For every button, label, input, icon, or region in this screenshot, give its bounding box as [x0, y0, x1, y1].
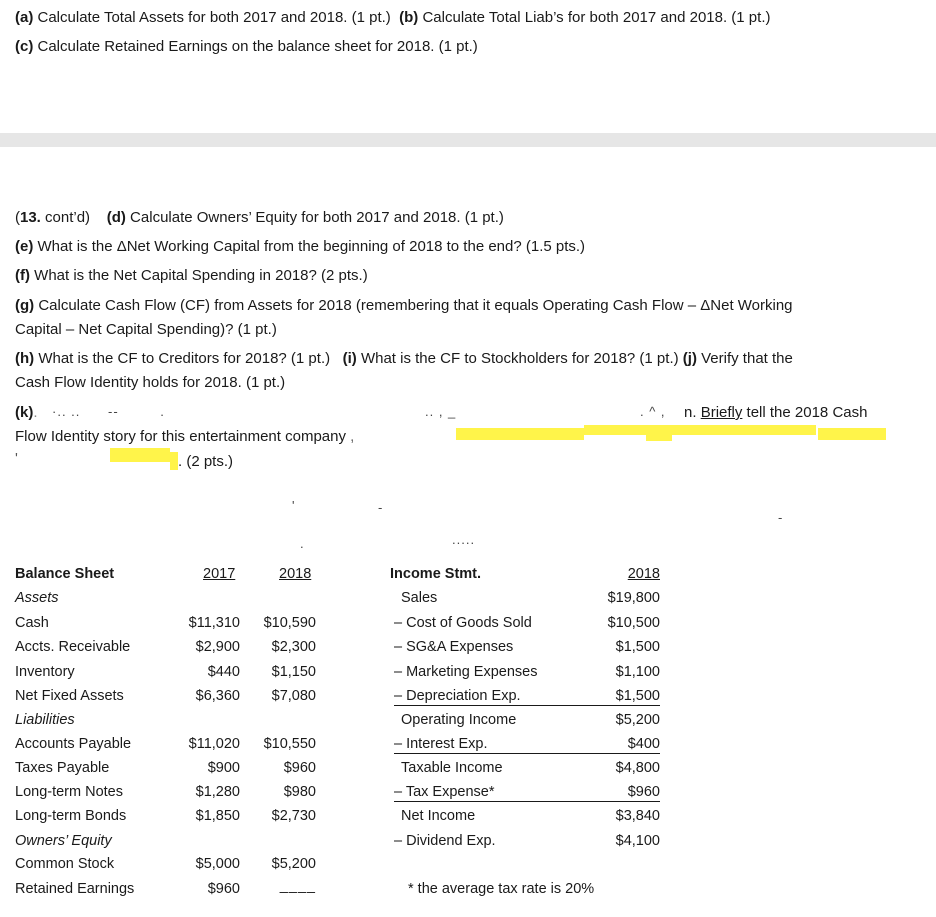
bs-receivable-2018: $2,300 — [271, 639, 316, 655]
is-label-operating-income: Operating Income — [401, 712, 517, 728]
question-e — [15, 238, 585, 255]
question-d-text: Calculate Owners’ Equity for both 2017 and 2018. (1 pt.) — [125, 209, 504, 226]
subtotal-rule — [394, 705, 660, 706]
balance-sheet-col-2017: 2017 — [203, 566, 236, 582]
bs-label-inventory: Inventory — [15, 664, 75, 680]
tax-rate-footnote: * the average tax rate is 20% — [408, 881, 595, 897]
bs-label-taxes-payable: Taxes Payable — [15, 760, 110, 776]
bs-fixed-assets-2017: $6,360 — [195, 688, 240, 704]
obscured-fragment: . — [300, 536, 305, 551]
is-label-tax-expense: – Tax Expense* — [394, 784, 495, 800]
question-g — [15, 297, 793, 314]
question-e-label: (e) — [15, 238, 34, 255]
obscured-fragment: ·.. .. -- . — [52, 404, 165, 419]
question-i-label: (i) — [342, 350, 357, 367]
bs-label-lt-notes: Long-term Notes — [15, 784, 123, 800]
question-h-i-j-line2: Cash Flow Identity holds for 2018. (1 pt.) — [15, 374, 286, 391]
bs-cash-2017: $11,310 — [188, 615, 240, 631]
highlight-mark — [646, 435, 672, 441]
bs-inventory-2018: $1,150 — [271, 664, 316, 680]
is-cogs-value: $10,500 — [607, 615, 660, 631]
obscured-fragment: ' — [15, 450, 18, 467]
liabilities-heading: Liabilities — [15, 712, 75, 728]
bs-lt-bonds-2017: $1,850 — [195, 808, 240, 824]
balance-sheet-title: Balance Sheet — [15, 566, 115, 582]
subtotal-rule — [394, 801, 660, 802]
page-break-divider — [0, 133, 936, 147]
question-f-label: (f) — [15, 267, 30, 284]
question-h-text: What is the CF to Creditors for 2018? (1 pt.) — [34, 350, 331, 367]
question-e-text: What is the ΔNet Working Capital from the beginning of 2018 to the end? (1.5 pts.) — [33, 238, 586, 255]
bs-lt-notes-2018: $980 — [283, 784, 316, 800]
question-13-label: 13. — [20, 209, 41, 226]
subtotal-rule — [394, 753, 660, 754]
is-interest-value: $400 — [627, 736, 660, 752]
question-k-line3: . (2 pts.) — [178, 453, 234, 470]
question-c-label: (c) — [15, 38, 34, 55]
question-f — [15, 267, 368, 284]
highlight-mark — [110, 448, 170, 462]
is-label-net-income: Net Income — [401, 808, 476, 824]
highlight-mark — [456, 428, 584, 440]
is-label-taxable-income: Taxable Income — [401, 760, 503, 776]
bs-lt-notes-2017: $1,280 — [195, 784, 240, 800]
bs-label-retained-earnings: Retained Earnings — [15, 881, 135, 897]
highlight-mark — [170, 452, 178, 470]
is-label-dividend: – Dividend Exp. — [394, 833, 496, 849]
bs-retained-earnings-2017: $960 — [207, 881, 240, 897]
is-operating-income-value: $5,200 — [615, 712, 660, 728]
question-i-text: What is the CF to Stockholders for 2018? (1 pt.) — [356, 350, 679, 367]
bs-common-stock-2017: $5,000 — [195, 856, 240, 872]
question-h-i-j — [15, 350, 793, 367]
question-g-text: Calculate Cash Flow (CF) from Assets for 2018 (remembering that it equals Operating Cash Flow – ΔNet Working — [34, 297, 793, 314]
bs-accounts-payable-2018: $10,550 — [263, 736, 316, 752]
is-label-marketing: – Marketing Expenses — [394, 664, 538, 680]
is-label-depreciation: – Depreciation Exp. — [394, 688, 521, 704]
question-c — [15, 38, 478, 55]
bs-inventory-2017: $440 — [207, 664, 240, 680]
is-sga-value: $1,500 — [615, 639, 660, 655]
bs-fixed-assets-2018: $7,080 — [271, 688, 316, 704]
is-net-income-value: $3,840 — [615, 808, 660, 824]
obscured-fragment: - — [378, 500, 384, 515]
assets-heading: Assets — [15, 590, 59, 606]
question-b-text: Calculate Total Liab’s for both 2017 and 2018. (1 pt.) — [418, 9, 771, 26]
income-statement-title: Income Stmt. — [390, 566, 482, 582]
question-c-text: Calculate Retained Earnings on the balance sheet for 2018. (1 pt.) — [33, 38, 478, 55]
is-taxable-income-value: $4,800 — [615, 760, 660, 776]
question-d: (13. cont’d) (d) Calculate Owners’ Equity for both 2017 and 2018. (1 pt.) — [15, 209, 504, 226]
question-h-label: (h) — [15, 350, 35, 367]
question-j-text: Verify that the — [696, 350, 793, 367]
highlight-mark — [818, 428, 886, 440]
obscured-fragment: ..... — [452, 532, 476, 547]
is-label-cogs: – Cost of Goods Sold — [394, 615, 532, 631]
bs-label-accounts-payable: Accounts Payable — [15, 736, 132, 752]
is-label-sales: Sales — [401, 590, 438, 606]
bs-retained-earnings-2018-blank: ____ — [279, 878, 316, 894]
question-f-text: What is the Net Capital Spending in 2018? (2 pts.) — [30, 267, 368, 284]
is-marketing-value: $1,100 — [615, 664, 660, 680]
question-j-label: (j) — [682, 350, 697, 367]
bs-label-common-stock: Common Stock — [15, 856, 115, 872]
bs-label-cash: Cash — [15, 615, 49, 631]
is-sales-value: $19,800 — [607, 590, 660, 606]
obscured-fragment: .. , _ — [425, 404, 457, 419]
bs-cash-2018: $10,590 — [263, 615, 316, 631]
bs-common-stock-2018: $5,200 — [271, 856, 316, 872]
bs-label-receivable: Accts. Receivable — [15, 639, 131, 655]
income-statement-col-2018: 2018 — [627, 566, 660, 582]
question-g-label: (g) — [15, 297, 35, 314]
is-dividend-value: $4,100 — [615, 833, 660, 849]
question-d-label: (d) — [106, 209, 126, 226]
highlight-mark — [584, 425, 816, 435]
is-depreciation-value: $1,500 — [615, 688, 660, 704]
question-g-line2: Capital – Net Capital Spending)? (1 pt.) — [15, 321, 277, 338]
question-k-label: (k). — [15, 404, 38, 421]
question-b-label: (b) — [399, 9, 419, 26]
bs-receivable-2017: $2,900 — [195, 639, 240, 655]
balance-sheet-col-2018: 2018 — [279, 566, 312, 582]
question-a-b — [15, 9, 770, 26]
question-k-end: n. Briefly tell the 2018 Cash — [684, 404, 868, 421]
obscured-fragment: ' — [292, 498, 296, 513]
question-a-label: (a) — [15, 9, 34, 26]
bs-label-lt-bonds: Long-term Bonds — [15, 808, 127, 824]
bs-label-fixed-assets: Net Fixed Assets — [15, 688, 124, 704]
question-k-line2: Flow Identity story for this entertainment company , — [15, 428, 355, 445]
is-label-sga: – SG&A Expenses — [394, 639, 514, 655]
question-a-text: Calculate Total Assets for both 2017 and 2018. (1 pt.) — [33, 9, 391, 26]
bs-taxes-payable-2018: $960 — [283, 760, 316, 776]
bs-lt-bonds-2018: $2,730 — [271, 808, 316, 824]
bs-accounts-payable-2017: $11,020 — [188, 736, 240, 752]
obscured-fragment: . ^ , — [640, 404, 666, 419]
equity-heading: Owners’ Equity — [15, 833, 112, 849]
question-13-cont: cont’d) — [40, 209, 91, 226]
obscured-fragment: - — [778, 510, 784, 525]
is-label-interest: – Interest Exp. — [394, 736, 488, 752]
bs-taxes-payable-2017: $900 — [207, 760, 240, 776]
is-tax-expense-value: $960 — [627, 784, 660, 800]
